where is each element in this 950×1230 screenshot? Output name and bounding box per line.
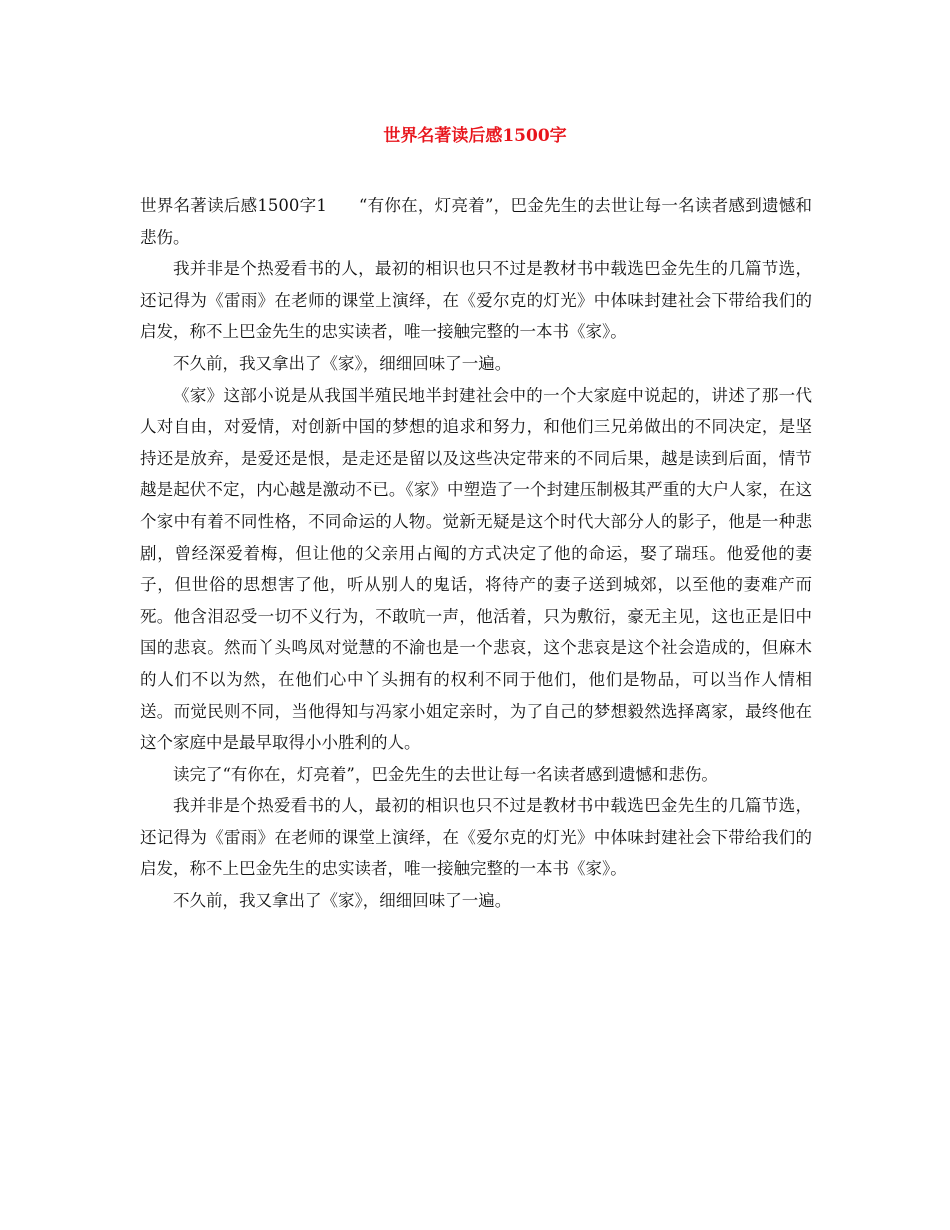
document-title: 世界名著读后感1500字 [383,126,567,146]
paragraph-6: 不久前，我又拿出了《家》，细细回味了一遍。 [173,891,512,911]
document-body [140,190,812,917]
paragraph-2: 不久前，我又拿出了《家》，细细回味了一遍。 [173,353,512,373]
lead-paragraph [140,190,812,253]
lead-heading: 世界名著读后感1500字1 [140,196,327,215]
paragraph-5: 我并非是个热爱看书的人，最初的相识也只不过是教材书中载选巴金先生的几篇节选，还记得为《雷雨》在老师的课堂上演绎，在《爱尔克的灯光》中体味封建社会下带给我们的启发，称不上巴金先生的忠实读者，唯一接触完整的一本书《家》。 [140,796,812,879]
paragraph-3: 《家》这部小说是从我国半殖民地半封建社会中的一个大家庭中说起的，讲述了那一代人对自由，对爱情，对创新中国的梦想的追求和努力，和他们三兄弟做出的不同决定，是坚持还是放弃，是爱还是恨，是走还是留以及这些决定带来的不同后果，越是读到后面，情节越是起伏不定，内心越是激动不已。《家》中塑造了一个封建压制极其严重的大户人家，在这个家中有着不同性格，不同命运的人物。觉新无疑是这个时代大部分人的影子，他是一种悲剧，曾经深爱着梅，但让他的父亲用占阄的方式决定了他的命运，娶了瑞珏。他爱他的妻子，但世俗的思想害了他，听从别人的鬼话，将待产的妻子送到城郊，以至他的妻难产而死。他含泪忍受一切不义行为，不敢吭一声，他活着，只为敷衍，豪无主见，这也正是旧中国的悲哀。然而丫头鸣凤对觉慧的不渝也是一个悲哀，这个悲哀是这个社会造成的，但麻木的人们不以为然，在他们心中丫头拥有的权利不同于他们，他们是物品，可以当作人情相送。而觉民则不同，当他得知与冯家小姐定亲时，为了自己的梦想毅然选择离家，最终他在这个家庭中是最早取得小小胜利的人。 [140,385,812,753]
paragraph-1: 我并非是个热爱看书的人，最初的相识也只不过是教材书中载选巴金先生的几篇节选，还记得为《雷雨》在老师的课堂上演绎，在《爱尔克的灯光》中体味封建社会下带给我们的启发，称不上巴金先生的忠实读者，唯一接触完整的一本书《家》。 [140,259,812,342]
lead-text: “有你在，灯亮着”，巴金先生的去世让每一名读者感到遗憾和悲伤。 [140,196,812,247]
paragraph-4: 读完了“有你在，灯亮着”，巴金先生的去世让每一名读者感到遗憾和悲伤。 [173,764,718,784]
